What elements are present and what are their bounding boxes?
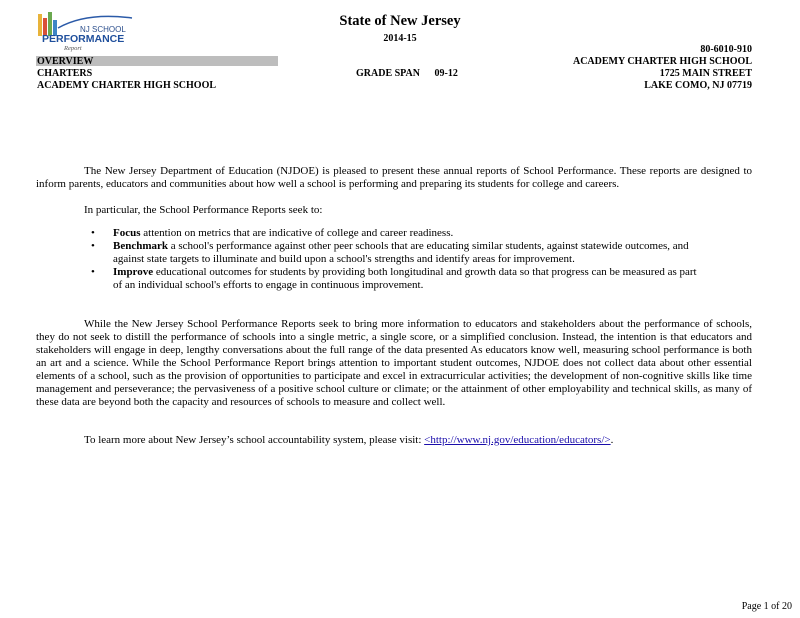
school-street: 1725 MAIN STREET <box>659 68 752 79</box>
school-name-left: ACADEMY CHARTER HIGH SCHOOL <box>37 80 217 91</box>
bullet-term: Improve <box>113 266 154 278</box>
bullet-text: attention on metrics that are indicative of college and career readiness. <box>140 227 454 239</box>
school-type: CHARTERS <box>37 68 93 79</box>
list-item <box>84 227 704 240</box>
page-number: Page 1 of 20 <box>741 601 792 612</box>
lead-sentence: In particular, the School Performance Reports seek to: <box>84 204 323 216</box>
bullet-text: educational outcomes for students by providing both longitudinal and growth data so that progress can be measured as part of an individual school's efforts to engage in continuous improvement. <box>113 266 697 291</box>
section-overview: OVERVIEW <box>37 56 94 67</box>
list-item <box>84 266 704 292</box>
school-code: 80-6010-910 <box>700 44 752 55</box>
list-item <box>84 240 704 266</box>
grade-span <box>356 68 458 79</box>
goals-list <box>84 227 704 292</box>
learn-more-suffix: . <box>610 434 614 446</box>
page-title: State of New Jersey <box>339 13 461 29</box>
school-city: LAKE COMO, NJ 07719 <box>644 80 752 91</box>
accountability-link[interactable]: <http://www.nj.gov/education/educators/> <box>424 434 611 446</box>
logo-line3: Report <box>64 45 82 52</box>
logo-line1: NJ SCHOOL <box>80 25 126 34</box>
school-name-right: ACADEMY CHARTER HIGH SCHOOL <box>572 56 752 67</box>
learn-more-text: To learn more about New Jersey’s school accountability system, please visit: <box>84 434 425 446</box>
grade-span-label: GRADE SPAN <box>356 68 420 79</box>
bullet-text: a school's performance against other peer schools that are educating similar students, against statewide outcomes, and against state targets to illuminate and build upon a school's strengths and identify areas for improvement. <box>113 240 689 265</box>
learn-more-line <box>36 434 752 447</box>
bullet-term: Focus <box>113 227 141 239</box>
bullet-term: Benchmark <box>113 240 168 252</box>
grade-span-value: 09-12 <box>434 68 458 79</box>
intro-paragraph: The New Jersey Department of Education (NJDOE) is pleased to present these annual reports of School Performance. These reports are designed to inform parents, educators and communities about how well a school is performing and preparing its students for college and careers. <box>36 165 752 190</box>
limitations-paragraph: While the New Jersey School Performance Reports seek to bring more information to educators and stakeholders about the performance of schools, they do not seek to distill the performance of schools into a single metric, a single score, or a simplified conclusion. Instead, the intention is that educators and stakeholders will engage in deep, lengthy conversations about the full range of the data presented As educators know well, measuring school performance is both an art and a science. While the School Performance Report brings attention to important student outcomes, NJDOE does not collect data about other essential elements of a school, such as the provision of opportunities to participate and excel in extracurricular activities; the development of non-cognitive skills like time management and perseverance; the pervasiveness of a positive school culture or climate; or the attainment of other employability and technical skills, as many of these data are beyond both the capacity and resources of schools to measure and collect well. <box>36 318 752 408</box>
report-year: 2014-15 <box>383 33 417 44</box>
logo-line2: PERFORMANCE <box>42 33 125 45</box>
